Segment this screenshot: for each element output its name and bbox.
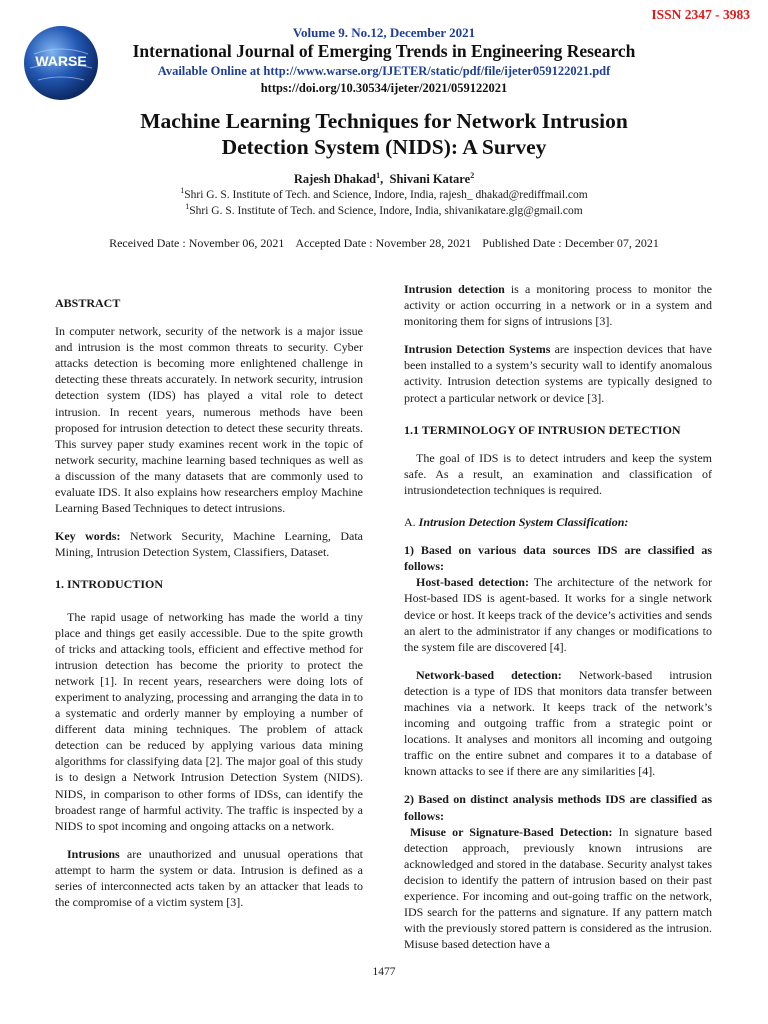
abstract-text: In computer network, security of the network is a major issue and intrusion is the most common threats to security. Cyber attacks detection is becoming more enlightened challenge in detecting these threats accurately. In network security, intrusion detection system (IDS) has played a vital role to detect intrusion. In recent years, numerous methods have been proposed for intrusion detection to detect these security threats. This survey paper study examines recent work in the topic of network security, machine learning based techniques as well as a discussion of the many datasets that are commonly used to evaluate IDS. It also explains how researchers employ Machine Learning Based Techniques to detect intrusions.	[55, 324, 363, 516]
abstract-heading: ABSTRACT	[55, 296, 121, 310]
received-date: Received Date : November 06, 2021	[109, 236, 285, 250]
paper-title	[60, 108, 708, 160]
misuse-detection: Misuse or Signature-Based Detection: In signature based detection approach, previously known intrusions are acknowledged and stored in the database. Security analyst takes decision to identify the pattern of intrusion based on their past experience. For incoming and out-going traffic on the network, IDS search for the patterns and signature. If any pattern match with the previously stored pattern is considered as the intrusion. Misuse based detection have a	[404, 824, 712, 952]
intro-text: The rapid usage of networking has made the world a tiny place and things get easily accessible. Due to the spite growth of tricks and attacking tools, efficient and effective method for intrusion detection has become the priority to protect the network [1]. In recent years, researchers were doing lots of experiment to analyzing, processing and arranging the data in to a systematic and orderly manner by employing a number of different data mining techniques. The problem of attack detection can be reduced by applying various data mining algorithms for classifying data [2]. The major goal of this study is to design a Network Intrusion Detection System (NIDS). NIDS, in comparison to other forms of IDSs, can identify the broadest range of harmful activity. The traffic is inspected by a NIDS to spot incoming and ongoing attacks on a network.	[55, 609, 363, 833]
doi-link[interactable]: https://doi.org/10.30534/ijeter/2021/059122021	[260, 81, 508, 95]
logo-text: WARSE	[35, 53, 87, 69]
authors: Rajesh Dhakad$^1$, Shivani Katare$^2$	[293, 170, 475, 186]
issn-number: ISSN 2347 - 3983	[651, 7, 750, 22]
published-date: Published Date : December 07, 2021	[482, 236, 659, 250]
left-column	[55, 295, 363, 922]
intrusions-text: Intrusions are unauthorized and unusual operations that attempt to harm the system or data. Intrusion is defined as a series of interconnected acts taken by an attacker that leads to the compromise of a victim system [3].	[55, 846, 363, 910]
intrusion-detection-def: Intrusion detection is a monitoring process to monitor the activity or action occurring in a network or in a system and monitoring them for signs of intrusions [3].	[404, 282, 712, 329]
host-based-detection: Host-based detection: The architecture of the network for Host-based IDS is agent-based. It works for a single network device or host. It keeps track of the device’s activities and sends an alert to the administrator if any changes or modifications to the system file are discovered [4].	[404, 575, 712, 654]
intro-heading: 1. INTRODUCTION	[55, 577, 164, 592]
ids-def: Intrusion Detection Systems are inspection devices that have been installed to a system’s security wall to identify anomalous activity. Intrusion detection systems are typically designed to protect a particular network or device [3].	[404, 342, 713, 405]
subsection-a: A. Intrusion Detection System Classification:	[404, 515, 629, 530]
affiliation-1: $^1$Shri G. S. Institute of Tech. and Science, Indore, India, rajesh_ dhakad@rediffmail.com	[180, 186, 588, 201]
publication-dates	[0, 236, 768, 251]
terminology-text: The goal of IDS is to detect intruders and keep the system safe. As a result, an examination and classification of intrusiondetection techniques is required.	[404, 450, 712, 497]
journal-name: International Journal of Emerging Trends in Engineering Research	[132, 41, 636, 61]
author-2: Shivani Katare	[389, 172, 471, 186]
volume-info: Volume 9. No.12, December 2021	[292, 25, 476, 40]
based-on-data-sources: 1) Based on various data sources IDS are classified as follows:	[404, 543, 712, 574]
accepted-date: Accepted Date : November 28, 2021	[295, 236, 472, 250]
based-on-analysis-methods: 2) Based on distinct analysis methods IDS are classified as follows:	[404, 792, 712, 823]
author-1: Rajesh Dhakad	[293, 172, 377, 186]
network-based-detection: Network-based detection: Network-based intrusion detection is a type of IDS that monitors data transfer between machines via a network. It keeps track of the network’s incoming and outgoing traffic from a strategic point or locations. It analyses and monitors all incoming and outgoing traffic on the entire subnet and compares it to a database of known attacks to see if there are any similarities [4].	[404, 667, 712, 779]
affiliation-2: $^1$Shri G. S. Institute of Tech. and Science, Indore, India, shivanikatare.glg@gmail.com	[185, 202, 583, 217]
terminology-heading: 1.1 TERMINOLOGY OF INTRUSION DETECTION	[404, 422, 681, 437]
title-line-2: Detection System (NIDS): A Survey	[221, 135, 547, 159]
right-column	[404, 281, 712, 964]
available-online-link[interactable]: Available Online at http://www.warse.org/IJETER/static/pdf/file/ijeter059122021.pdf	[157, 64, 611, 78]
keywords: Key words: Network Security, Machine Learning, Data Mining, Intrusion Detection System, Classifiers, Dataset.	[55, 529, 363, 560]
page-number: 1477	[372, 966, 396, 978]
title-line-1: Machine Learning Techniques for Network Intrusion	[140, 109, 628, 133]
